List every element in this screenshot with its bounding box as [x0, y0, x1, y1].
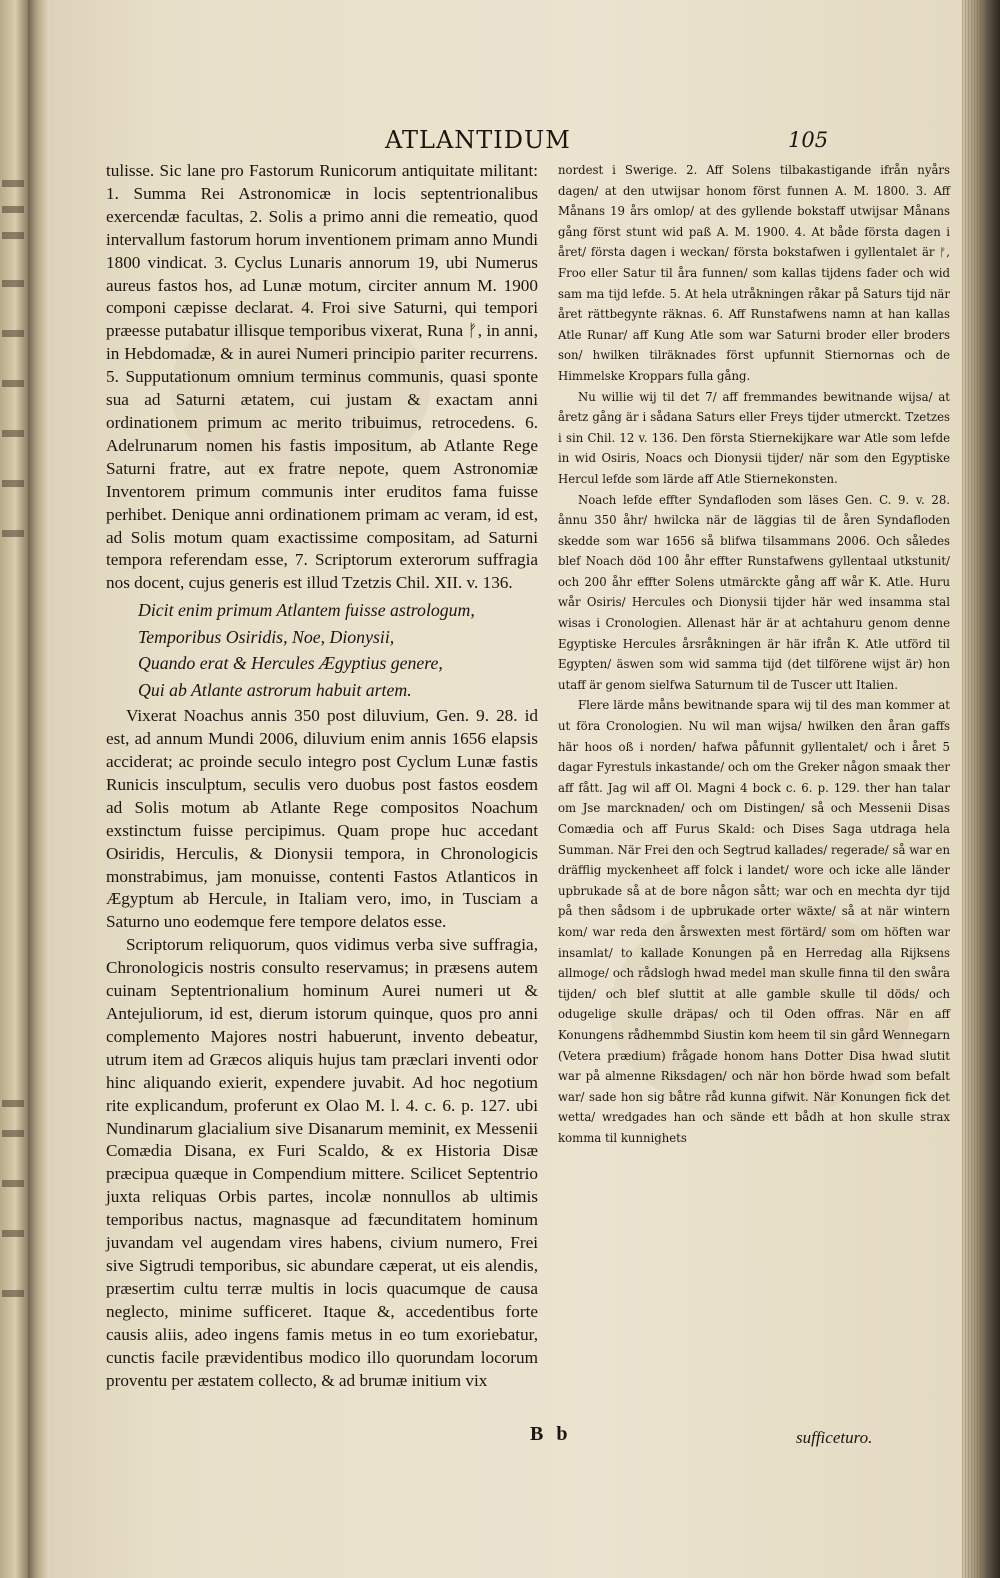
verse-line: Qui ab Atlante astrorum habuit artem. [138, 679, 412, 700]
catchword: sufficeturo. [796, 1428, 873, 1447]
swedish-paragraph: Nu willie wij til det 7/ aff fremmandes bewitnande wijsa/ at åretz gång är i sådana Saturs eller Freys tijder utmerckt. Tzetzes i sin Chil. 12 v. 136. Den första Stiernekijkare war Atle som lefde in wid Osiris, Noacs och Dionysii tijder/ när som den Egyptiske Hercul lefde som lärde aff Atle Stiernekonsten. [558, 389, 950, 486]
signature-mark: B b [530, 1423, 572, 1445]
latin-column [106, 160, 538, 1392]
verse-line: Dicit enim primum Atlantem fuisse astrologum, [138, 600, 475, 621]
tzetzes-verse [106, 597, 538, 703]
latin-paragraph: Vixerat Noachus annis 350 post diluvium, Gen. 9. 28. id est, ad annum Mundi 2006, diluvium enim annis 1656 elapsis acciderat; ac proinde seculo integro post Cyclum Lunæ fastis Runicis insculptum, seculis vero duobus post fastos eosdem ad Solis motum ab Atlante Rege compositos Noachum exstinctum fuisse percipimus. Quam prope huc accedant Osiridis, Herculis, & Dionysii tempora, in Chronologicis monstrabimus, jam monuisse, contenti Fastos Atlanticos in Ægyptum ab Hercule, in Italiam vero, imo, in Tusciam a Saturno uno eodemque fere tempore delatos esse. [106, 706, 538, 932]
page-header [50, 126, 962, 156]
book-page [50, 0, 962, 1578]
verse-line: Temporibus Osiridis, Noe, Dionysii, [138, 626, 395, 647]
swedish-paragraph: nordest i Swerige. 2. Aff Solens tilbakastigande ifrån nyårs dagen/ at den utwijsar honom först funnen A. M. 1800. 3. Aff Månans 19 års omlop/ at des gyllende bokstaff utwijsar Månans gång först stunt wid paß A. M. 1900. 4. At både första dagen i året/ första dagen i weckan/ första bokstafwen i gyllentalet är ᚠ, Froo eller Satur til åra funnen/ som kallas tijdens fader och wid sam ma tijd lefde. 5. At hela utråkningen råkar på Saturs tijd när året rättbegynte räknas. 6. Aff Runstafwens namn at han kallas Atle Runar/ aff Kung Atle som war Saturni broder eller broders son/ hwilken tilräknades först upfunnit Stiernornas och de Himmelske Kroppars fulla gång. [558, 163, 950, 383]
page-number: 105 [788, 128, 829, 152]
latin-paragraph: tulisse. Sic lane pro Fastorum Runicorum antiquitate militant: 1. Summa Rei Astronomicæ in locis septentrionalibus exercendæ facultas, 2. Solis a primo anni die remeatio, quod intervallum fastorum horum inventionem primam anno Mundi 1800 vindicat. 3. Cyclus Lunaris annorum 19, ubi Numerus aureus fastos hos, ad Lunæ motum, circiter annum M. 1900 componi cæpisse declarat. 4. Froi sive Saturni, qui tempori præesse putabatur illisque temporibus vixerat, Runa ᚠ, in anni, in Hebdomadæ, & in aurei Numeri principio pariter recurrens. 5. Supputationum omnium terminus communis, quasi sponte sua ad Saturni ætatem, cui justam & exactam anni ordinationem primum ac merito tribuimus, retrocedens. 6. Adelrunarum nomen his fastis impositum, ab Atlante Rege Saturni fratre, aut ex fratre nepote, quem Astronomiæ Inventorem primum communis inter eruditos fama fuisse perhibet. Denique anni ordinationem primam ac veram, id est, ad Solis motum quam exactissime compositam, ad Saturni tempora referendam esse, 7. Scriptorum exterorum suffragia nos docent, cujus generis est illud Tzetzis Chil. XII. v. 136. [106, 161, 538, 593]
running-title: ATLANTIDUM [385, 126, 571, 154]
page-stack-lines [962, 0, 982, 1578]
swedish-column [558, 160, 950, 1149]
swedish-paragraph: Flere lärde måns bewitnande spara wij til des man kommer at ut föra Cronologien. Nu wil man wijsa/ hwilken den åran gaffs här hoos oß i norden/ hafwa påfunnit gyllentalet/ och i året 5 dagar Fyrestuls inkastande/ och om the Greker någon smaak ther aff fått. Jag wil aff Ol. Magni 4 bock c. 6. p. 129. ther han talar om Jse marcknaden/ och om Distingen/ så och Messenii Disas Comædia och aff Furus Skald: och Dises Saga utdraga hela Summan. När Frei den och Segtrud kallades/ regerade/ så war en dräfflig myckenheet aff folck i landet/ wore och icke alle länder upbrukade så at de bore någon sått; war och en mechta dyr tijd på then sådsom i de upbrukade orter wäxte/ så at när wintern kom/ war reda den årswexten mest förtärd/ som om höften war insamlat/ to kallade Konungen på en Herredag alla Rijksens allmoge/ och rådslogh hwad medel man skulle finna til den swåra tijden/ och blef sluttit at alle gamble skulle til döds/ och odugelige skulle dräpas/ och til Oden offras. När en aff Konungens rådhemmbd Siustin kom heem til sin gård Wennegarn (Vetera prædium) frågade honom hans Dotter Disa hwad slutit war på almenne Riksdagen/ och när hon börde hwad som befalt war/ sade hon sig båtre råd kunna gifwit. När Konungen fick det wetta/ wredgades han och sände ett bådh at hon skulle strax komma til kunnighets [558, 698, 950, 1145]
facing-page-edge [0, 0, 28, 1578]
book-gutter [28, 0, 50, 1578]
swedish-paragraph: Noach lefde effter Syndafloden som läses Gen. C. 9. v. 28. ånnu 350 åhr/ hwilcka när de läggias til de åren Syndafloden skedde som war 1656 så blifwa tilsammans 2006. Och således blef Noach död 100 åhr effter Runstafwens gyllentaal utkstunit/ och 200 åhr effter Solens utmärckte gång aff wår K. Atle. Huru wår Osiris/ Hercules och Dionysii tijder här wed insamma stal wisas i Cronologien. Allenast här är at achtahuru genom denne Egyptiske Hercules årsråkningen är här ifrån K. Atle utförd til Egypten/ äswen som wid samma tijd (det tilförene wijst är) hon utaff är genom sielfwa Saturnum til de Tuscer utt Italien. [558, 492, 950, 692]
verse-line: Quando erat & Hercules Ægyptius genere, [138, 653, 443, 674]
latin-paragraph: Scriptorum reliquorum, quos vidimus verba sive suffragia, Chronologicis nostris consulto reservamus; in præsens autem cuinam Septentrionalium hominum Aurei numeri ut & Antejuliorum, id est, dierum istorum quinque, quos pro anni complemento Majores nostri habuerunt, invento debeatur, utrum item ad Græcos aliquis hujus tam præclari inventi odor hinc aliquando exierit, expendere juvabit. Ad hoc negotium rite explicandum, proferunt ex Olao M. l. 4. c. 6. p. 127. ubi Nundinarum glacialium sive Disanarum meminit, ex Messenii Comædia Disana, ex Furi Scaldo, & ex Historia Disæ præcipua quæque in Compendium mittere. Scilicet Septentrio juxta reliquas Orbis partes, incolæ nonnullos ab ultimis temporibus nactus, magnasque ad fæcunditatem hominum juvandam vel augendam vires habens, civium numero, Frei sive Sigtrudi temporibus, sic abundare cæperat, ut eis alendis, præsertim cultu terræ multis in locis quacumque de causa neglecto, minime sufficeret. Itaque &, accedentibus forte causis aliis, adeo ingens famis metus in eo tum exoriebatur, cunctis facile prævidentibus modico illo quorundam locorum proventu per æstatem collecto, & ad brumæ initium vix [106, 935, 538, 1390]
